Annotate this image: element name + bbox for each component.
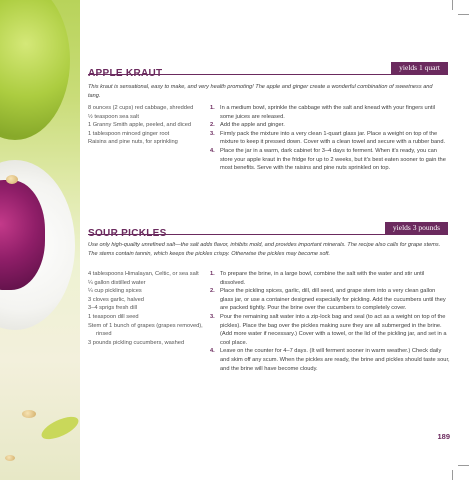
step-text: Leave on the counter for 4–7 days. (It will ferment sooner in warm weather.) Check daily and skim off any scum. When the pickles are ready, the brine and pickles should taste sour, and the brine will have become cloudy. bbox=[220, 348, 450, 372]
ingredient-item: 3 pounds pickling cucumbers, washed bbox=[88, 339, 185, 346]
step-item bbox=[210, 313, 450, 347]
ingredient-item: 3–4 sprigs fresh dill bbox=[88, 305, 137, 312]
ingredient-list bbox=[88, 270, 206, 347]
ingredient-item: 1 Granny Smith apple, peeled, and diced bbox=[88, 122, 192, 129]
crop-mark bbox=[458, 465, 469, 466]
recipe-title: APPLE KRAUT bbox=[88, 68, 163, 79]
step-text: To prepare the brine, in a large bowl, combine the salt with the water and stir until dissolved. bbox=[220, 271, 425, 286]
step-number: 2. bbox=[210, 122, 215, 129]
step-text: Add the apple and ginger. bbox=[220, 122, 285, 129]
pine-nut-image bbox=[22, 410, 36, 418]
step-text: Pour the remaining salt water into a zip-lock bag and seal (to act as a weight on top of the pickles). Place the bag over the pickles making sure they are all submerged in the brine. (Add more water if necessary.) Cover with a towel, or the lid of the pickling jar, and set in a cool place. bbox=[220, 313, 447, 346]
ingredient-item: ¼ gallon distilled water bbox=[88, 279, 146, 286]
green-apple-image bbox=[0, 0, 70, 140]
ingredient-item: 4 tablespoons Himalayan, Celtic, or sea salt bbox=[88, 271, 199, 277]
crop-mark bbox=[458, 14, 469, 15]
pine-nut-image bbox=[5, 455, 15, 461]
step-number: 2. bbox=[210, 288, 215, 295]
step-list bbox=[210, 104, 450, 173]
step-item bbox=[210, 270, 450, 287]
step-item bbox=[210, 121, 450, 130]
ingredient-item: ½ teaspoon sea salt bbox=[88, 113, 139, 120]
ingredient-item: 8 ounces (2 cups) red cabbage, shredded bbox=[88, 105, 194, 111]
recipe-intro: Use only high-quality unrefined salt—the salt adds flavor, inhibits mold, and provides important minerals. The recipe also calls for grape stems. The stems contain tannin, which keeps the pickles crispy. Otherwise the pickles may become soft. bbox=[88, 242, 441, 257]
ingredient-item: Raisins and pine nuts, for sprinkling bbox=[88, 139, 178, 146]
step-number: 1. bbox=[210, 105, 215, 111]
step-number: 1. bbox=[210, 271, 215, 277]
step-text: In a medium bowl, sprinkle the cabbage with the salt and knead with your fingers until some juices are released. bbox=[220, 105, 435, 120]
step-text: Firmly pack the mixture into a very clean 1-quart glass jar. Place a weight on top of the mixture to keep it pressed down. Cover with a clean towel and secure with a rubber band. bbox=[220, 130, 446, 146]
ingredient-item: Stem of 1 bunch of grapes (grapes removed), rinsed bbox=[88, 322, 203, 338]
yields-badge: yields 3 pounds bbox=[385, 222, 448, 234]
yields-badge: yields 1 quart bbox=[391, 62, 448, 74]
recipe-page bbox=[88, 0, 450, 480]
pine-nut-image bbox=[6, 175, 18, 184]
step-number: 4. bbox=[210, 147, 215, 154]
step-item bbox=[210, 147, 450, 173]
step-number: 3. bbox=[210, 313, 215, 320]
ingredient-item: 3 cloves garlic, halved bbox=[88, 296, 144, 303]
step-item bbox=[210, 347, 450, 373]
recipe-intro: This kraut is sensational, easy to make, and very health promoting! The apple and ginger create a wonderful combination of sweetness and tang. bbox=[88, 84, 433, 99]
ingredient-item: ¼ cup pickling spices bbox=[88, 288, 142, 295]
step-text: Place the pickling spices, garlic, dill, dill seed, and grape stem into a very clean gallon glass jar, or use a container designed especially for pickling. Add the cucumbers until they are packed tightly. Pour the brine over the cucumbers to completely cover. bbox=[220, 288, 446, 312]
ingredient-item: 1 tablespoon minced ginger root bbox=[88, 130, 170, 137]
step-list bbox=[210, 270, 450, 373]
ingredient-list bbox=[88, 104, 206, 147]
step-number: 3. bbox=[210, 130, 215, 137]
crop-mark bbox=[452, 470, 453, 480]
recipe-title: SOUR PICKLES bbox=[88, 228, 167, 239]
food-photo bbox=[0, 0, 80, 480]
herb-sprig-image bbox=[38, 412, 80, 443]
step-number: 4. bbox=[210, 348, 215, 355]
step-text: Place the jar in a warm, dark cabinet for 3–4 days to ferment. When it's ready, you can store your apple kraut in the fridge for up to 2 weeks, but it's best eaten sooner to gain the most benefits. Serve with the raisins and pine nuts sprinkled on top. bbox=[220, 147, 446, 172]
step-item bbox=[210, 104, 450, 121]
ingredient-item: 1 teaspoon dill seed bbox=[88, 313, 139, 320]
step-item bbox=[210, 287, 450, 313]
crop-mark bbox=[452, 0, 453, 10]
page-number: 189 bbox=[437, 432, 450, 441]
step-item bbox=[210, 130, 450, 147]
